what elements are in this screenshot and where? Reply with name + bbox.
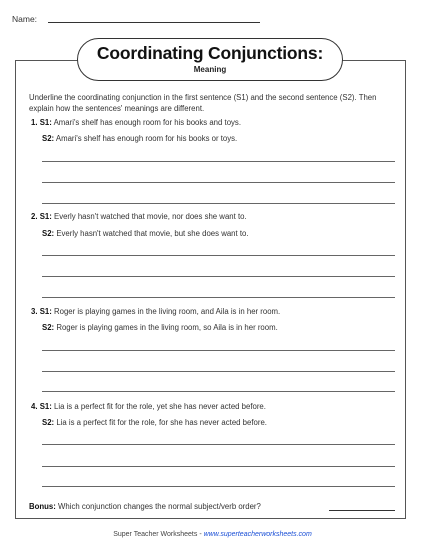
- sentence-text: Roger is playing games in the living room, so Aila is in her room.: [56, 323, 278, 332]
- sentence-text: Roger is playing games in the living room, and Aila is in her room.: [54, 307, 281, 316]
- question-2-s1: [31, 212, 247, 221]
- answer-line[interactable]: [42, 371, 395, 372]
- sentence-text: Everly hasn't watched that movie, nor does she want to.: [54, 212, 247, 221]
- instructions: Underline the coordinating conjunction in the first sentence (S1) and the second sentence (S2). Then explain how the sentences' meanings are different.: [29, 93, 377, 113]
- page-title: Coordinating Conjunctions:: [96, 43, 324, 63]
- worksheet-frame: [15, 60, 406, 519]
- question-number: 1.: [31, 118, 38, 127]
- answer-line[interactable]: [42, 391, 395, 392]
- footer-brand: Super Teacher Worksheets: [113, 531, 198, 538]
- bonus-label: Bonus:: [29, 502, 56, 511]
- question-3-s2: [42, 323, 278, 332]
- footer: [0, 531, 425, 538]
- footer-separator: -: [197, 531, 204, 538]
- answer-line[interactable]: [42, 182, 395, 183]
- question-1-s2: [42, 134, 237, 143]
- answer-line[interactable]: [42, 255, 395, 256]
- question-1-s1: [31, 118, 241, 127]
- sentence-text: Lia is a perfect fit for the role, for she has never acted before.: [56, 418, 267, 427]
- name-row: [12, 14, 37, 24]
- question-4-s2: [42, 418, 267, 427]
- s1-label: S1:: [39, 402, 52, 411]
- name-line[interactable]: [48, 22, 260, 23]
- s1-label: S1:: [39, 307, 52, 316]
- question-3-s1: [31, 307, 280, 316]
- sentence-text: Everly hasn't watched that movie, but she does want to.: [56, 229, 249, 238]
- question-number: 2.: [31, 212, 38, 221]
- question-4-s1: [31, 402, 266, 411]
- s2-label: S2:: [42, 418, 55, 427]
- answer-line[interactable]: [42, 276, 395, 277]
- s2-label: S2:: [42, 229, 55, 238]
- s2-label: S2:: [42, 134, 55, 143]
- answer-line[interactable]: [42, 203, 395, 204]
- sentence-text: Amari's shelf has enough room for his books and toys.: [53, 118, 241, 127]
- title-box: [77, 38, 343, 81]
- answer-line[interactable]: [42, 297, 395, 298]
- question-number: 3.: [31, 307, 38, 316]
- s2-label: S2:: [42, 323, 55, 332]
- name-label: Name:: [12, 14, 38, 24]
- footer-url[interactable]: www.superteacherworksheets.com: [203, 531, 312, 538]
- bonus-question: [29, 502, 261, 511]
- answer-line[interactable]: [42, 466, 395, 467]
- answer-line[interactable]: [42, 486, 395, 487]
- answer-line[interactable]: [42, 444, 395, 445]
- sentence-text: Amari's shelf has enough room for his books or toys.: [55, 134, 238, 143]
- bonus-text: Which conjunction changes the normal subject/verb order?: [58, 502, 261, 511]
- s1-label: S1:: [39, 212, 52, 221]
- question-number: 4.: [31, 402, 38, 411]
- bonus-answer-line[interactable]: [329, 510, 395, 511]
- answer-line[interactable]: [42, 350, 395, 351]
- answer-line[interactable]: [42, 161, 395, 162]
- question-2-s2: [42, 229, 249, 238]
- sentence-text: Lia is a perfect fit for the role, yet she has never acted before.: [54, 402, 266, 411]
- s1-label: S1:: [39, 118, 52, 127]
- page-subtitle: Meaning: [193, 65, 227, 74]
